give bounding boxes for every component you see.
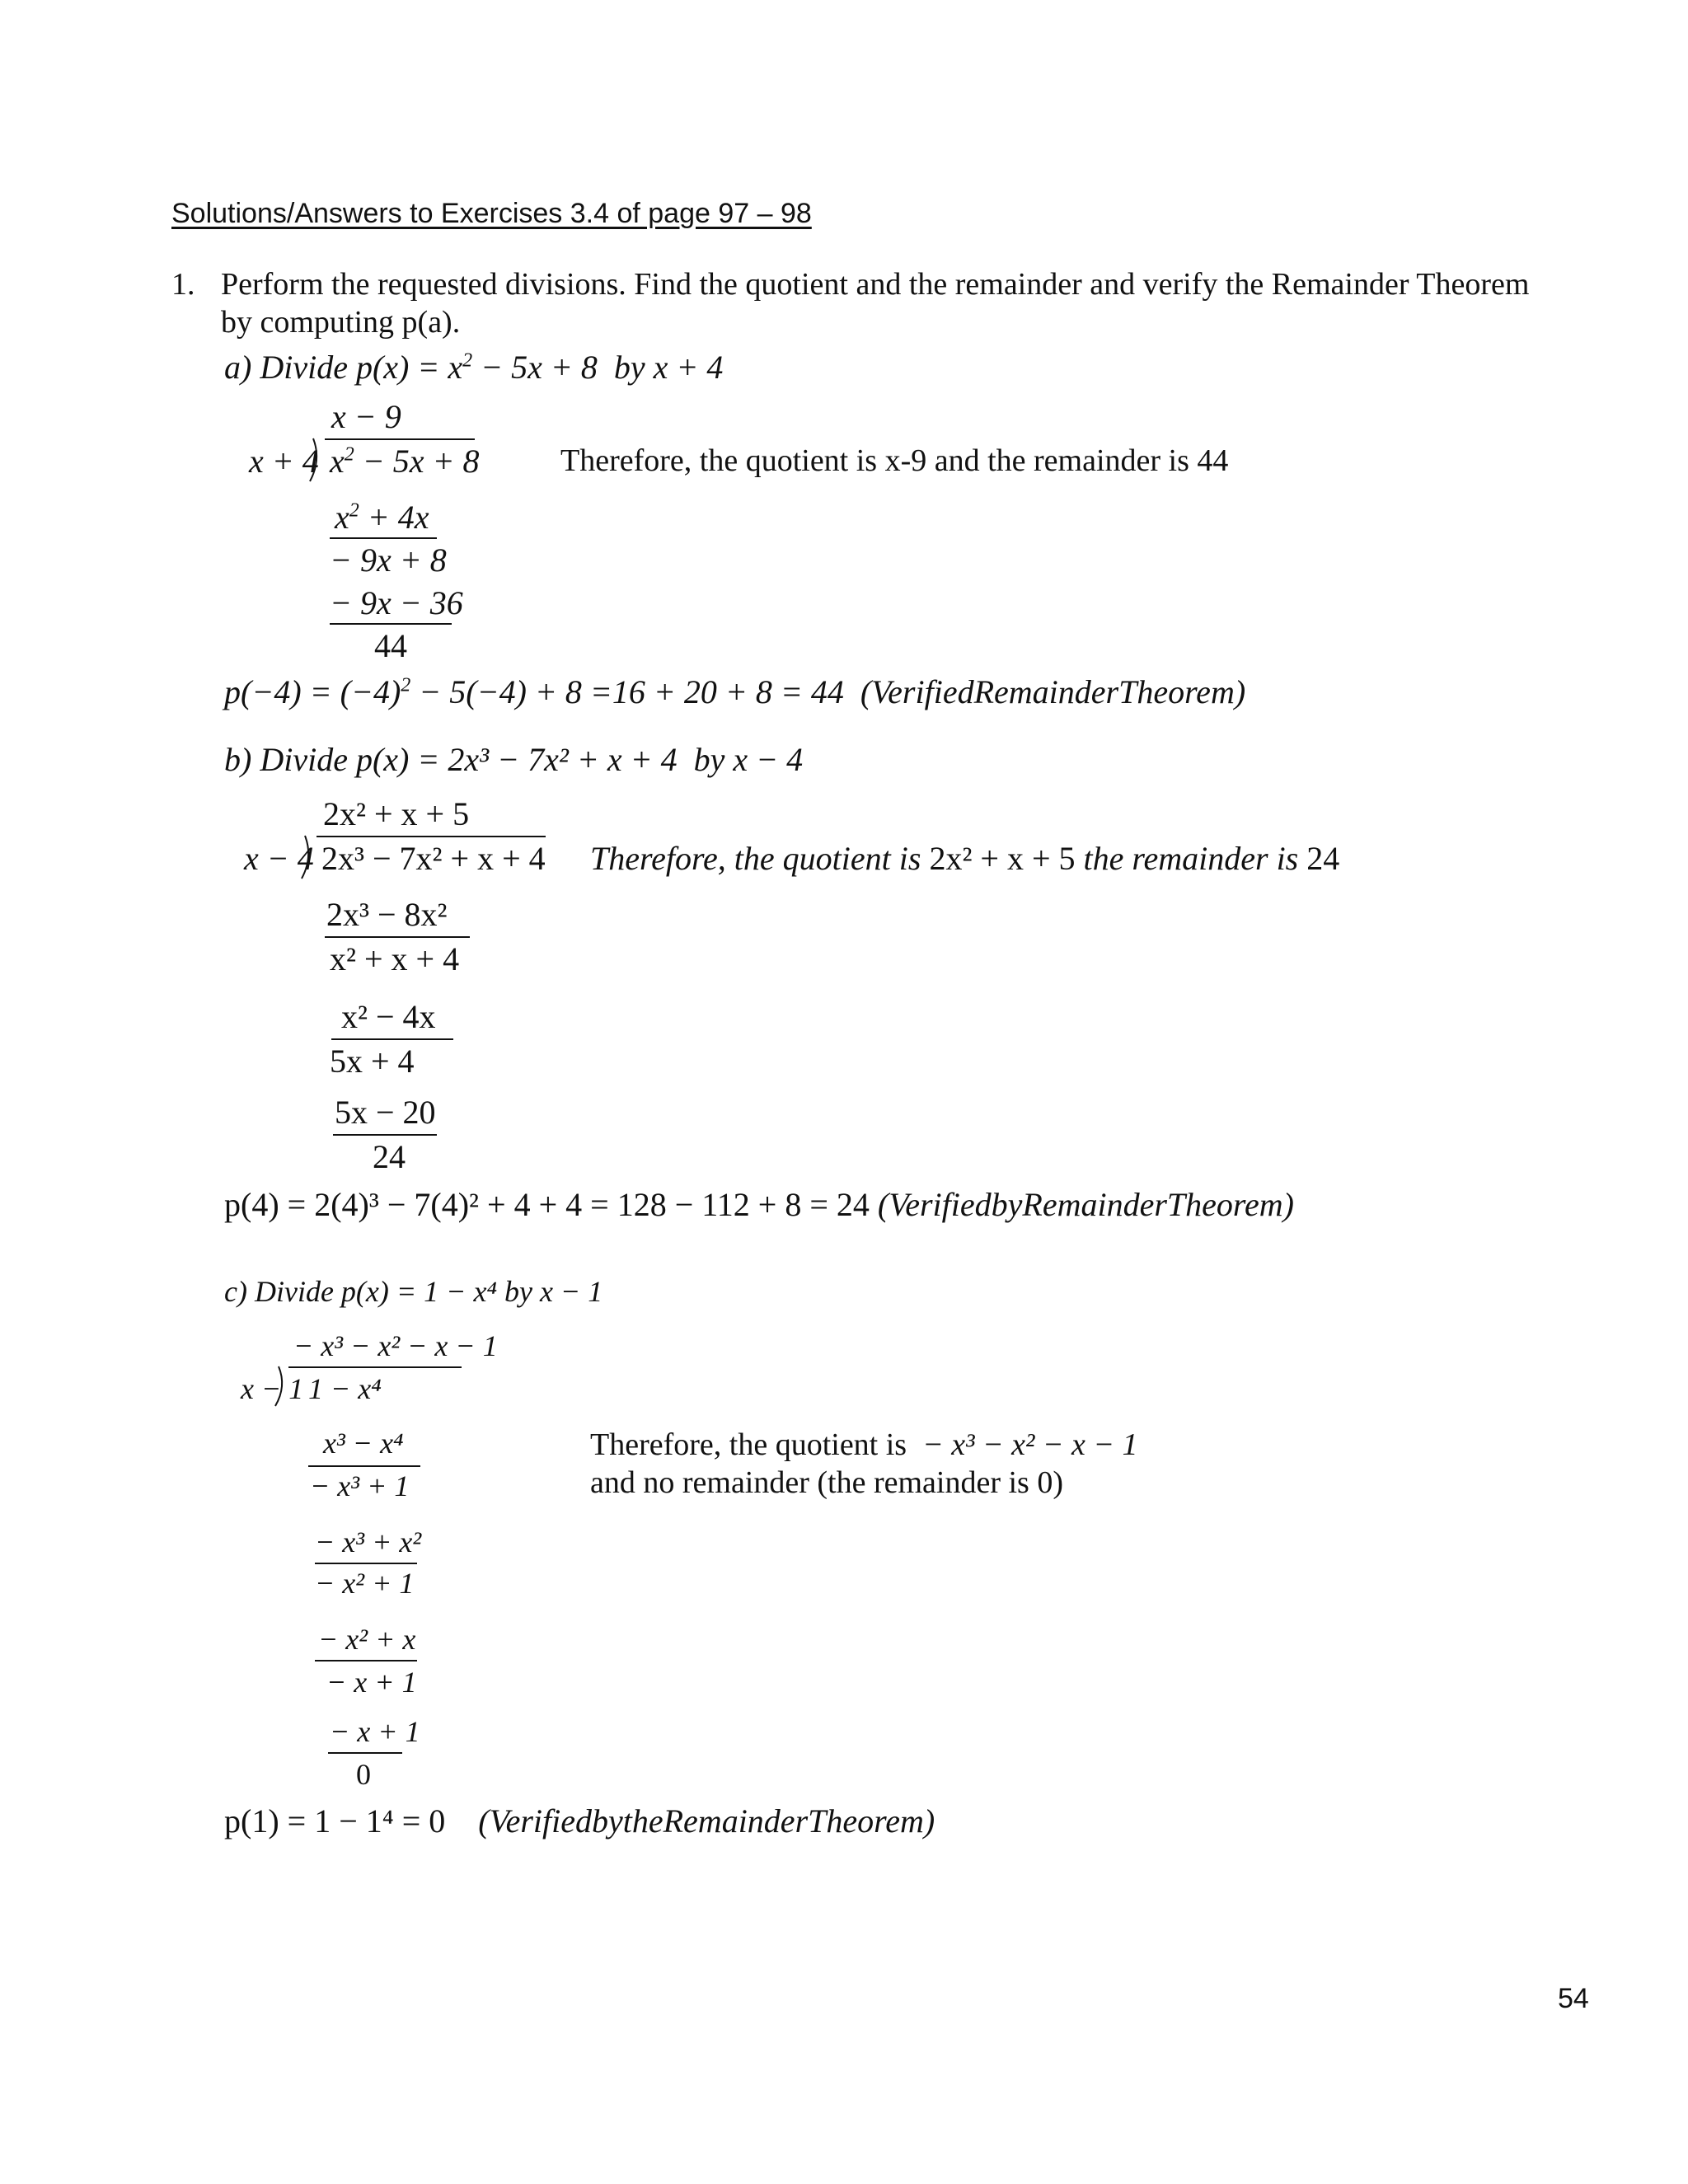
part-c-step3-rule bbox=[315, 1563, 417, 1564]
page-number: 54 bbox=[1558, 1983, 1589, 2014]
part-a-division-bar bbox=[325, 438, 475, 440]
part-a-dividend: $x^2 - 5x + 8$ bbox=[330, 443, 480, 480]
part-b-step2: x² + x + 4 bbox=[330, 940, 460, 977]
part-b-remainder: 24 bbox=[373, 1138, 406, 1175]
part-a-divisor: x + 4 bbox=[249, 443, 319, 480]
part-c-step2: − x³ + 1 bbox=[310, 1469, 410, 1502]
part-c-step1-rule bbox=[308, 1465, 420, 1467]
part-a-verify: $p(-4) = (-4)^2 - 5(-4) + 8 =16 + 20 + 8 = 44$ (VerifiedRemainderTheorem) bbox=[224, 673, 1246, 710]
part-c-step5: − x² + x bbox=[318, 1623, 416, 1656]
part-b-step1: 2x³ − 8x² bbox=[326, 896, 448, 933]
part-b-step1-rule bbox=[325, 936, 470, 938]
part-c-quotient: − x³ − x² − x − 1 bbox=[293, 1329, 498, 1362]
part-b-step5: 5x − 20 bbox=[335, 1094, 436, 1131]
problem-number: 1. bbox=[171, 267, 195, 302]
part-b-step4: 5x + 4 bbox=[330, 1043, 415, 1080]
part-c-answer: Therefore, the quotient is − x³ − x² − x − 1 bbox=[590, 1427, 1138, 1462]
part-a-label: a) Divide $p(x) = x^2 - 5x + 8$ by x + 4 bbox=[224, 349, 724, 386]
part-b-label: b) Divide p(x) = 2x³ − 7x² + x + 4 by x − 4 bbox=[224, 741, 804, 778]
part-b-quotient: 2x² + x + 5 bbox=[323, 795, 470, 832]
part-c-step7: − x + 1 bbox=[330, 1715, 420, 1748]
part-c-dividend: 1 − x⁴ bbox=[308, 1372, 382, 1405]
part-b-step3: x² − 4x bbox=[341, 998, 436, 1035]
part-c-step6: − x + 1 bbox=[326, 1666, 417, 1699]
part-c-step4: − x² + 1 bbox=[315, 1567, 415, 1600]
part-a-remainder: 44 bbox=[374, 627, 407, 664]
part-a-answer: Therefore, the quotient is x-9 and the remainder is 44 bbox=[560, 443, 1229, 478]
part-b-step3-rule bbox=[331, 1038, 453, 1040]
part-b-division-bar bbox=[316, 836, 546, 837]
part-c-step7-rule bbox=[328, 1752, 402, 1754]
part-b-verify: p(4) = 2(4)³ − 7(4)² + 4 + 4 = 128 − 112 + 8 = 24 (VerifiedbyRemainderTheorem) bbox=[224, 1186, 1294, 1223]
part-c-divisor: x − 1 bbox=[241, 1372, 304, 1405]
part-b-dividend: 2x³ − 7x² + x + 4 bbox=[321, 840, 546, 877]
part-b-answer: Therefore, the quotient is 2x² + x + 5 the remainder is 24 bbox=[590, 840, 1340, 877]
part-a-step3: − 9x − 36 bbox=[330, 584, 463, 621]
part-c-step5-rule bbox=[315, 1660, 417, 1661]
part-c-remainder: 0 bbox=[356, 1758, 371, 1791]
part-c-step1: x³ − x⁴ bbox=[323, 1427, 404, 1460]
part-a-step2: − 9x + 8 bbox=[330, 541, 447, 579]
part-c-verify: p(1) = 1 − 1⁴ = 0 (VerifiedbytheRemainderTheorem) bbox=[224, 1802, 935, 1840]
part-c-answer-line2: and no remainder (the remainder is 0) bbox=[590, 1465, 1063, 1500]
part-b-step5-rule bbox=[333, 1134, 437, 1136]
part-a-step1-rule bbox=[330, 537, 437, 539]
part-c-label: c) Divide p(x) = 1 − x⁴ by x − 1 bbox=[224, 1275, 603, 1308]
heading: Solutions/Answers to Exercises 3.4 of page 97 – 98 bbox=[171, 198, 812, 229]
part-c-step3: − x³ + x² bbox=[315, 1526, 422, 1558]
problem-text-line2: by computing p(a). bbox=[221, 305, 461, 340]
part-a-quotient: x − 9 bbox=[331, 398, 401, 435]
problem-text-line1: Perform the requested divisions. Find the quotient and the remainder and verify the Remainder Theorem bbox=[221, 267, 1530, 302]
part-a-step1: $x^2 + 4x$ bbox=[335, 499, 429, 536]
part-c-division-bar bbox=[288, 1366, 462, 1368]
part-a-step3-rule bbox=[330, 623, 452, 625]
part-b-divisor: x − 4 bbox=[244, 840, 314, 877]
